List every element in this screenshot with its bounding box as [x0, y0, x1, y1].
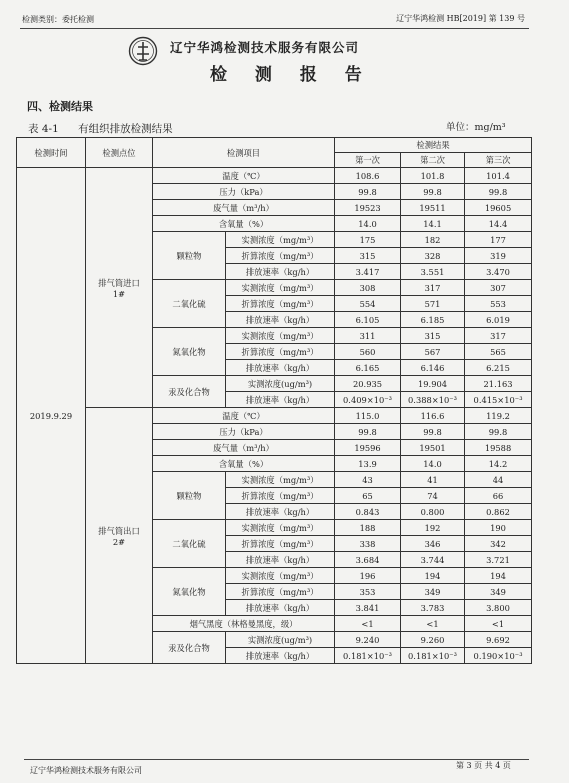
result-value: 560 [335, 344, 401, 360]
sub-item-label: 折算浓度（mg/m³） [226, 584, 335, 600]
result-value: 175 [335, 232, 401, 248]
page-number: 第 3 页 共 4 页 [456, 761, 511, 770]
result-value: 20.935 [335, 376, 401, 392]
result-value: 66 [465, 488, 532, 504]
company-name: 辽宁华鸿检测技术服务有限公司 [170, 40, 360, 55]
sub-item-label: 折算浓度（mg/m³） [226, 248, 335, 264]
result-value: 19501 [401, 440, 465, 456]
result-value: 0.181×10⁻³ [401, 648, 465, 664]
result-value: 19.904 [401, 376, 465, 392]
result-value: 0.862 [465, 504, 532, 520]
result-value: 0.843 [335, 504, 401, 520]
result-value: 338 [335, 536, 401, 552]
result-value: 3.470 [465, 264, 532, 280]
result-value: 65 [335, 488, 401, 504]
result-value: 6.165 [335, 360, 401, 376]
result-value: 6.185 [401, 312, 465, 328]
sub-item-label: 折算浓度（mg/m³） [226, 344, 335, 360]
table-caption [28, 121, 173, 136]
item-label: 烟气黑度（林格曼黑度，级） [153, 616, 335, 632]
result-value: <1 [465, 616, 532, 632]
sampling-point: 排气筒出口 2# [86, 408, 153, 664]
result-value: 571 [401, 296, 465, 312]
header-test-results: 检测结果 [335, 138, 532, 153]
item-label: 压力（kPa） [153, 424, 335, 440]
header-run-2: 第二次 [401, 153, 465, 168]
result-value: 0.181×10⁻³ [335, 648, 401, 664]
result-value: 307 [465, 280, 532, 296]
result-value: 14.0 [401, 456, 465, 472]
result-value: 41 [401, 472, 465, 488]
result-value: 19511 [401, 200, 465, 216]
sub-item-label: 实测浓度（mg/m³） [226, 520, 335, 536]
sub-item-label: 排放速率（kg/h） [226, 648, 335, 664]
unit-label: 单位：mg/m³ [446, 122, 506, 133]
result-value: 349 [401, 584, 465, 600]
pollutant-name: 二氧化硫 [153, 280, 226, 328]
sub-item-label: 排放速率（kg/h） [226, 504, 335, 520]
sub-item-label: 实测浓度（mg/m³） [226, 328, 335, 344]
result-value: 99.8 [335, 424, 401, 440]
sub-item-label: 排放速率（kg/h） [226, 392, 335, 408]
table-number: 表 4-1 [28, 123, 59, 135]
item-label: 压力（kPa） [153, 184, 335, 200]
item-label: 温度（℃） [153, 408, 335, 424]
result-value: 3.841 [335, 600, 401, 616]
result-value: 315 [335, 248, 401, 264]
sub-item-label: 实测浓度（mg/m³） [226, 568, 335, 584]
result-value: 196 [335, 568, 401, 584]
sub-item-label: 实测浓度（mg/m³） [226, 472, 335, 488]
header-category: 检测类别：委托检测 [22, 15, 94, 24]
pollutant-name: 颗粒物 [153, 472, 226, 520]
result-value: 6.019 [465, 312, 532, 328]
sub-item-label: 排放速率（kg/h） [226, 264, 335, 280]
table-row [17, 138, 532, 153]
result-value: <1 [401, 616, 465, 632]
results-table-body [17, 138, 532, 664]
result-value: 0.190×10⁻³ [465, 648, 532, 664]
result-value: 565 [465, 344, 532, 360]
header-run-1: 第一次 [335, 153, 401, 168]
result-value: 99.8 [401, 184, 465, 200]
result-value: 0.388×10⁻³ [401, 392, 465, 408]
item-label: 含氧量（%） [153, 456, 335, 472]
table-row [17, 408, 532, 424]
sub-item-label: 折算浓度（mg/m³） [226, 296, 335, 312]
result-value: 74 [401, 488, 465, 504]
sub-item-label: 折算浓度（mg/m³） [226, 488, 335, 504]
result-value: 192 [401, 520, 465, 536]
pollutant-name: 氮氧化物 [153, 568, 226, 616]
table-row [17, 168, 532, 184]
header-run-3: 第三次 [465, 153, 532, 168]
sub-item-label: 实测浓度(ug/m³) [226, 376, 335, 392]
table-title: 有组织排放检测结果 [78, 123, 173, 135]
result-value: 194 [465, 568, 532, 584]
result-value: 14.4 [465, 216, 532, 232]
result-value: 119.2 [465, 408, 532, 424]
test-date: 2019.9.29 [17, 168, 86, 664]
result-value: 311 [335, 328, 401, 344]
result-value: 99.8 [401, 424, 465, 440]
pollutant-name: 二氧化硫 [153, 520, 226, 568]
result-value: 0.415×10⁻³ [465, 392, 532, 408]
header-test-time: 检测时间 [17, 138, 86, 168]
result-value: 317 [401, 280, 465, 296]
result-value: 319 [465, 248, 532, 264]
result-value: 353 [335, 584, 401, 600]
result-value: 553 [465, 296, 532, 312]
result-value: 108.6 [335, 168, 401, 184]
sub-item-label: 折算浓度（mg/m³） [226, 536, 335, 552]
result-value: 194 [401, 568, 465, 584]
sampling-point: 排气筒进口 1# [86, 168, 153, 408]
result-value: 6.146 [401, 360, 465, 376]
result-value: 6.215 [465, 360, 532, 376]
result-value: 0.800 [401, 504, 465, 520]
result-value: <1 [335, 616, 401, 632]
header-test-point: 检测点位 [86, 138, 153, 168]
result-value: 14.1 [401, 216, 465, 232]
section-title: 四、检测结果 [27, 100, 93, 113]
result-value: 0.409×10⁻³ [335, 392, 401, 408]
item-label: 废气量（m³/h） [153, 200, 335, 216]
result-value: 3.551 [401, 264, 465, 280]
pollutant-name: 汞及化合物 [153, 376, 226, 408]
result-value: 6.105 [335, 312, 401, 328]
result-value: 567 [401, 344, 465, 360]
sub-item-label: 排放速率（kg/h） [226, 360, 335, 376]
result-value: 99.8 [465, 424, 532, 440]
result-value: 190 [465, 520, 532, 536]
result-value: 115.0 [335, 408, 401, 424]
footer-divider [24, 759, 529, 760]
sub-item-label: 排放速率（kg/h） [226, 312, 335, 328]
result-value: 346 [401, 536, 465, 552]
result-value: 99.8 [465, 184, 532, 200]
result-value: 182 [401, 232, 465, 248]
item-label: 含氧量（%） [153, 216, 335, 232]
result-value: 188 [335, 520, 401, 536]
result-value: 101.4 [465, 168, 532, 184]
result-value: 554 [335, 296, 401, 312]
report-title: 检 测 报 告 [210, 65, 373, 85]
result-value: 3.783 [401, 600, 465, 616]
result-value: 9.260 [401, 632, 465, 648]
sub-item-label: 实测浓度(ug/m³) [226, 632, 335, 648]
result-value: 19588 [465, 440, 532, 456]
result-value: 19523 [335, 200, 401, 216]
result-value: 308 [335, 280, 401, 296]
result-value: 19596 [335, 440, 401, 456]
result-value: 19605 [465, 200, 532, 216]
result-value: 101.8 [401, 168, 465, 184]
result-value: 315 [401, 328, 465, 344]
company-logo-icon [128, 36, 158, 66]
result-value: 349 [465, 584, 532, 600]
item-label: 温度（℃） [153, 168, 335, 184]
pollutant-name: 氮氧化物 [153, 328, 226, 376]
result-value: 21.163 [465, 376, 532, 392]
result-value: 3.721 [465, 552, 532, 568]
header-test-item: 检测项目 [153, 138, 335, 168]
result-value: 43 [335, 472, 401, 488]
footer-company: 辽宁华鸿检测技术服务有限公司 [30, 766, 142, 775]
result-value: 99.8 [335, 184, 401, 200]
result-value: 14.0 [335, 216, 401, 232]
result-value: 3.684 [335, 552, 401, 568]
result-value: 9.692 [465, 632, 532, 648]
result-value: 328 [401, 248, 465, 264]
item-label: 废气量（m³/h） [153, 440, 335, 456]
header-divider [20, 28, 529, 29]
result-value: 116.6 [401, 408, 465, 424]
sub-item-label: 实测浓度（mg/m³） [226, 232, 335, 248]
result-value: 13.9 [335, 456, 401, 472]
pollutant-name: 汞及化合物 [153, 632, 226, 664]
pollutant-name: 颗粒物 [153, 232, 226, 280]
result-value: 3.800 [465, 600, 532, 616]
result-value: 9.240 [335, 632, 401, 648]
result-value: 342 [465, 536, 532, 552]
sub-item-label: 排放速率（kg/h） [226, 552, 335, 568]
result-value: 44 [465, 472, 532, 488]
sub-item-label: 实测浓度（mg/m³） [226, 280, 335, 296]
sub-item-label: 排放速率（kg/h） [226, 600, 335, 616]
result-value: 317 [465, 328, 532, 344]
result-value: 14.2 [465, 456, 532, 472]
header-report-number: 辽宁华鸿检测 HB[2019] 第 139 号 [396, 14, 525, 23]
result-value: 3.744 [401, 552, 465, 568]
results-table [16, 137, 532, 664]
result-value: 3.417 [335, 264, 401, 280]
result-value: 177 [465, 232, 532, 248]
